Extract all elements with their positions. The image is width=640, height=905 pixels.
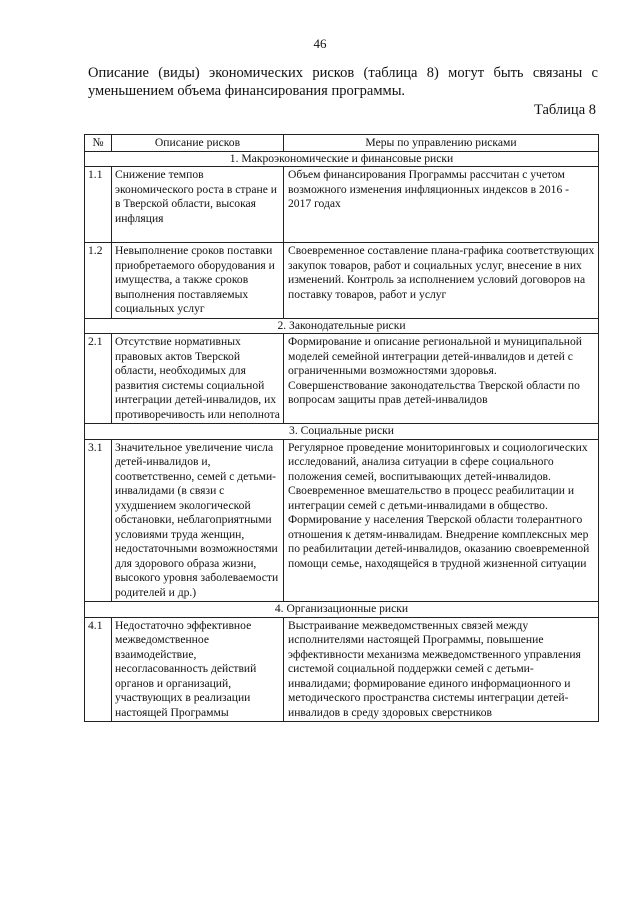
risk-measures: Регулярное проведение мониторинговых и социологических исследований, анализа ситуации в сфере социального положения семей, воспитывающих детей-инвалидов. Своевременное вмешательство в процесс реабилитации и интеграции семей с детьми-инвалидами в общество. Формирование у населения Тверской области толерантного отношения к детям-инвалидам. Внедрение комплексных мер по реабилитации детей-инвалидов, оказанию своевременной помощи семье, находящейся в трудной жизненной ситуации: [284, 439, 599, 602]
risk-description: Значительное увеличение числа детей-инвалидов и, соответственно, семей с детьми-инвалидами (в связи с ухудшением экологической обстановки, неблагоприятными условиями труда женщин, недостаточными возможностями для здорового образа жизни, высокого уровня заболеваемости родителей и др.): [112, 439, 284, 602]
page-number: 46: [313, 36, 327, 51]
section-header-row: [85, 151, 599, 167]
row-number: 3.1: [85, 439, 112, 602]
risk-description: Отсутствие нормативных правовых актов Тверской области, необходимых для развития системы социальной интеграции детей-инвалидов, их противоречивость или неполнота: [112, 334, 284, 424]
table-row: [85, 167, 599, 243]
header-measures: Меры по управлению рисками: [284, 135, 599, 152]
section-title: 4. Организационные риски: [85, 602, 599, 618]
row-number: 4.1: [85, 617, 112, 722]
row-number: 1.2: [85, 243, 112, 319]
risk-measures: Своевременное составление плана-графика соответствующих закупок товаров, работ и социальных услуг, внесение в них изменений. Контроль за исполнением условий договоров на поставку товаров, работ и услуг: [284, 243, 599, 319]
risk-description: Снижение темпов экономического роста в стране и в Тверской области, высокая инфляция: [112, 167, 284, 243]
risk-measures: Выстраивание межведомственных связей между исполнителями настоящей Программы, повышение эффективности механизма межведомственного управления системой социальной поддержки семей с детьми-инвалидами; формирование единого информационного и методического пространства системы интеграции детей-инвалидов в среду здоровых сверстников: [284, 617, 599, 722]
table-row: [85, 243, 599, 319]
risk-measures: Формирование и описание региональной и муниципальной моделей семейной интеграции детей-инвалидов и детей с ограниченными возможностями здоровья. Совершенствование законодательства Тверской области по вопросам защиты прав детей-инвалидов: [284, 334, 599, 424]
table-row: [85, 334, 599, 424]
table-label: Таблица 8: [533, 102, 596, 118]
intro-paragraph: Описание (виды) экономических рисков (таблица 8) могут быть связаны с уменьшением объема финансирования программы.: [88, 65, 598, 99]
risk-description: Невыполнение сроков поставки приобретаемого оборудования и имущества, а также сроков выполнения поставляемых социальных услуг: [112, 243, 284, 319]
section-header-row: [85, 602, 599, 618]
header-num: №: [85, 135, 112, 152]
header-description: Описание рисков: [112, 135, 284, 152]
section-title: 1. Макроэкономические и финансовые риски: [85, 151, 599, 167]
risk-description: Недостаточно эффективное межведомственное взаимодействие, несогласованность действий органов и организаций, участвующих в реализации настоящей Программы: [112, 617, 284, 722]
row-number: 2.1: [85, 334, 112, 424]
row-number: 1.1: [85, 167, 112, 243]
table-row: [85, 617, 599, 722]
section-title: 3. Социальные риски: [85, 424, 599, 440]
section-title: 2. Законодательные риски: [85, 318, 599, 334]
section-header-row: [85, 318, 599, 334]
table-row: [85, 439, 599, 602]
table-header-row: [85, 135, 599, 152]
risk-table: [84, 134, 599, 722]
risk-measures: Объем финансирования Программы рассчитан с учетом возможного изменения инфляционных индексов в 2016 - 2017 годах: [284, 167, 599, 243]
section-header-row: [85, 424, 599, 440]
